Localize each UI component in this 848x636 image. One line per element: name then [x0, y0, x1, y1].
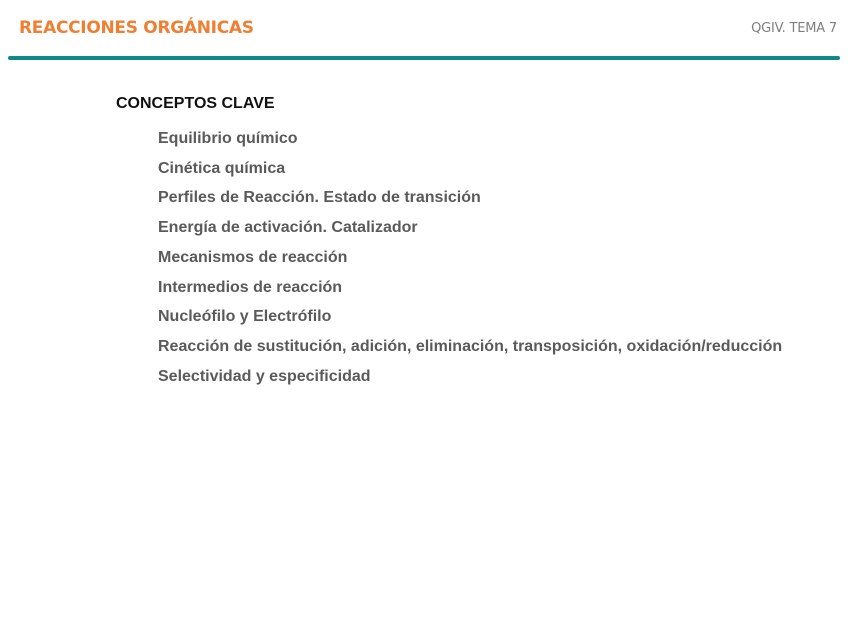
course-tag: QGIV. TEMA 7: [751, 21, 837, 36]
concept-item: Intermedios de reacción: [158, 278, 343, 296]
concept-item: Mecanismos de reacción: [158, 248, 348, 266]
concept-item: Perfiles de Reacción. Estado de transición: [158, 189, 481, 207]
concept-item: Equilibrio químico: [158, 130, 298, 147]
section-heading: CONCEPTOS CLAVE: [116, 95, 275, 112]
concept-item: Nucleófilo y Electrófilo: [158, 308, 332, 326]
concept-item: Selectividad y especificidad: [158, 367, 371, 385]
slide-title: REACCIONES ORGÁNICAS: [19, 18, 254, 38]
concept-item: Energía de activación. Catalizador: [158, 219, 418, 237]
concept-list: [158, 124, 782, 391]
concept-item: Cinética química: [158, 159, 286, 177]
concept-item: Reacción de sustitución, adición, eliminación, transposición, oxidación/reducción: [158, 337, 783, 355]
header-divider: [8, 56, 840, 60]
